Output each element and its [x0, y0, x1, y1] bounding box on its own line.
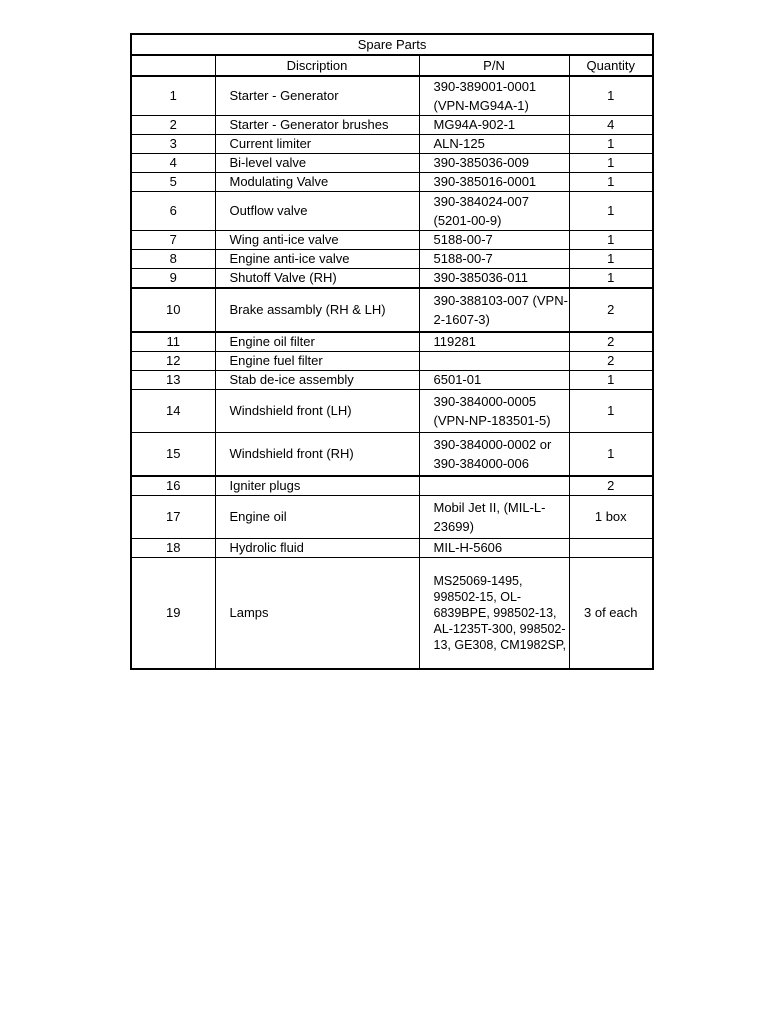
row-part-number: 390-384024-007 (5201-00-9) — [419, 192, 569, 231]
row-quantity: 1 — [569, 135, 653, 154]
row-number: 19 — [131, 558, 215, 670]
row-part-number: 390-385016-0001 — [419, 173, 569, 192]
row-part-number: 5188-00-7 — [419, 231, 569, 250]
row-description: Shutoff Valve (RH) — [215, 269, 419, 289]
row-number: 15 — [131, 433, 215, 477]
table-row — [131, 192, 653, 231]
row-quantity: 1 box — [569, 496, 653, 539]
header-number — [131, 55, 215, 76]
row-part-number: MS25069-1495, 998502-15, OL-6839BPE, 998502-13, AL-1235T-300, 998502-13, GE308, CM1982SP, — [419, 558, 569, 670]
row-description: Stab de-ice assembly — [215, 371, 419, 390]
row-quantity: 1 — [569, 76, 653, 116]
table-row — [131, 269, 653, 289]
table-row — [131, 135, 653, 154]
table-row — [131, 496, 653, 539]
row-number: 9 — [131, 269, 215, 289]
row-description: Engine fuel filter — [215, 352, 419, 371]
row-description: Engine oil filter — [215, 332, 419, 352]
row-quantity: 2 — [569, 352, 653, 371]
row-part-number: 390-384000-0002 or 390-384000-006 — [419, 433, 569, 477]
row-number: 10 — [131, 288, 215, 332]
row-description: Windshield front (RH) — [215, 433, 419, 477]
row-number: 16 — [131, 476, 215, 496]
table-row — [131, 390, 653, 433]
row-part-number: 390-388103-007 (VPN-2-1607-3) — [419, 288, 569, 332]
row-part-number: 390-389001-0001 (VPN-MG94A-1) — [419, 76, 569, 116]
row-number: 3 — [131, 135, 215, 154]
row-description: Windshield front (LH) — [215, 390, 419, 433]
row-part-number: Mobil Jet II, (MIL-L-23699) — [419, 496, 569, 539]
table-row — [131, 288, 653, 332]
row-part-number: ALN-125 — [419, 135, 569, 154]
row-number: 2 — [131, 116, 215, 135]
table-row — [131, 76, 653, 116]
table-row — [131, 476, 653, 496]
row-description: Brake assambly (RH & LH) — [215, 288, 419, 332]
row-number: 11 — [131, 332, 215, 352]
header-quantity: Quantity — [569, 55, 653, 76]
row-number: 6 — [131, 192, 215, 231]
row-number: 5 — [131, 173, 215, 192]
row-part-number — [419, 476, 569, 496]
row-part-number: 119281 — [419, 332, 569, 352]
row-number: 17 — [131, 496, 215, 539]
row-quantity: 1 — [569, 269, 653, 289]
row-quantity: 1 — [569, 231, 653, 250]
header-description: Discription — [215, 55, 419, 76]
row-quantity: 3 of each — [569, 558, 653, 670]
row-part-number: MIL-H-5606 — [419, 539, 569, 558]
row-quantity: 1 — [569, 192, 653, 231]
row-part-number: 390-384000-0005 (VPN-NP-183501-5) — [419, 390, 569, 433]
row-description: Lamps — [215, 558, 419, 670]
row-quantity: 2 — [569, 332, 653, 352]
row-quantity: 4 — [569, 116, 653, 135]
row-description: Outflow valve — [215, 192, 419, 231]
row-part-number: 390-385036-009 — [419, 154, 569, 173]
row-quantity — [569, 539, 653, 558]
row-description: Igniter plugs — [215, 476, 419, 496]
row-part-number: 5188-00-7 — [419, 250, 569, 269]
row-quantity: 1 — [569, 173, 653, 192]
table-header-row — [131, 55, 653, 76]
row-number: 14 — [131, 390, 215, 433]
row-quantity: 1 — [569, 250, 653, 269]
row-number: 4 — [131, 154, 215, 173]
row-number: 18 — [131, 539, 215, 558]
row-description: Modulating Valve — [215, 173, 419, 192]
table-row — [131, 116, 653, 135]
table-row — [131, 558, 653, 670]
row-description: Starter - Generator — [215, 76, 419, 116]
spare-parts-sheet — [130, 33, 652, 670]
row-number: 12 — [131, 352, 215, 371]
row-number: 7 — [131, 231, 215, 250]
row-description: Engine anti-ice valve — [215, 250, 419, 269]
header-part-number: P/N — [419, 55, 569, 76]
table-row — [131, 173, 653, 192]
row-quantity: 1 — [569, 390, 653, 433]
table-row — [131, 352, 653, 371]
row-part-number: 390-385036-011 — [419, 269, 569, 289]
row-description: Wing anti-ice valve — [215, 231, 419, 250]
table-title-row — [131, 34, 653, 55]
row-number: 8 — [131, 250, 215, 269]
row-number: 13 — [131, 371, 215, 390]
table-row — [131, 154, 653, 173]
row-description: Hydrolic fluid — [215, 539, 419, 558]
row-quantity: 1 — [569, 154, 653, 173]
row-part-number: 6501-01 — [419, 371, 569, 390]
row-description: Bi-level valve — [215, 154, 419, 173]
row-quantity: 1 — [569, 371, 653, 390]
row-quantity: 2 — [569, 476, 653, 496]
row-part-number: MG94A-902-1 — [419, 116, 569, 135]
table-row — [131, 371, 653, 390]
table-row — [131, 332, 653, 352]
row-description: Engine oil — [215, 496, 419, 539]
table-row — [131, 231, 653, 250]
row-description: Starter - Generator brushes — [215, 116, 419, 135]
table-row — [131, 539, 653, 558]
row-number: 1 — [131, 76, 215, 116]
table-row — [131, 433, 653, 477]
table-row — [131, 250, 653, 269]
row-description: Current limiter — [215, 135, 419, 154]
row-quantity: 2 — [569, 288, 653, 332]
spare-parts-table — [130, 33, 654, 670]
table-title: Spare Parts — [131, 34, 653, 55]
row-part-number — [419, 352, 569, 371]
row-quantity: 1 — [569, 433, 653, 477]
